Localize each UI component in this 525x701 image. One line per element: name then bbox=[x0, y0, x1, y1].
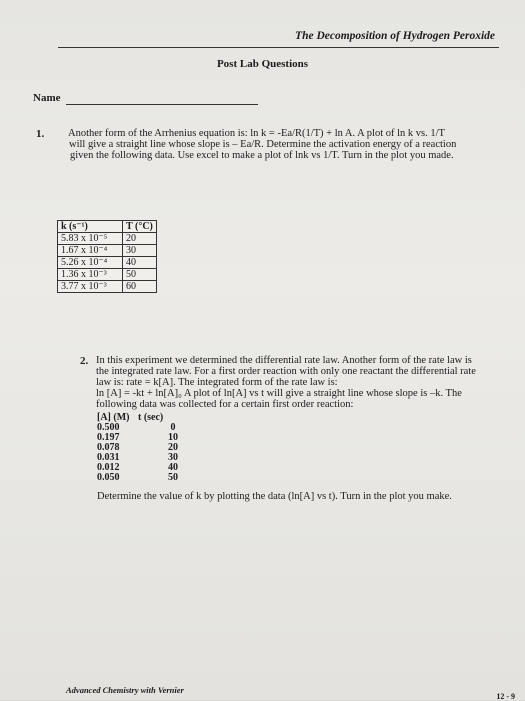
data-header-concentration: [A] (M) bbox=[97, 412, 130, 423]
question-1-line: will give a straight line whose slope is – Ea/R. Determine the activation energy of a reaction bbox=[69, 139, 457, 150]
data-cell-concentration: 0.500 bbox=[97, 422, 120, 433]
table-header-t: T (°C) bbox=[123, 221, 157, 233]
data-cell-time: 20 bbox=[168, 442, 178, 453]
name-label: Name bbox=[33, 92, 61, 104]
question-2-line: law is: rate = k[A]. The integrated form of the rate law is: bbox=[96, 377, 338, 388]
page-number: 12 - 9 bbox=[496, 692, 515, 701]
data-row bbox=[97, 473, 183, 483]
table-cell-t: 50 bbox=[123, 269, 157, 281]
data-cell-concentration: 0.012 bbox=[97, 462, 120, 473]
data-cell-concentration: 0.197 bbox=[97, 432, 120, 443]
table-cell-t: 60 bbox=[123, 281, 157, 293]
table-header-row bbox=[58, 221, 157, 233]
data-cell-concentration: 0.050 bbox=[97, 472, 120, 483]
question-1-text bbox=[68, 128, 508, 161]
question-2-line: In this experiment we determined the differential rate law. Another form of the rate law is bbox=[96, 355, 472, 366]
rate-constant-table bbox=[57, 220, 157, 293]
table-cell-k: 5.26 x 10⁻⁴ bbox=[58, 257, 123, 269]
footer-text: Advanced Chemistry with Vernier bbox=[66, 685, 184, 695]
data-header-time: t (sec) bbox=[137, 412, 164, 423]
table-cell-t: 20 bbox=[123, 233, 157, 245]
table-header-k: k (s⁻¹) bbox=[58, 221, 123, 233]
table-row bbox=[58, 233, 157, 245]
table-cell-t: 40 bbox=[123, 257, 157, 269]
question-2-number: 2. bbox=[80, 355, 89, 367]
table-cell-t: 30 bbox=[123, 245, 157, 257]
question-2-closing: Determine the value of k by plotting the data (ln[A] vs t). Turn in the plot you make. bbox=[97, 491, 452, 502]
concentration-time-data bbox=[97, 413, 183, 483]
data-cell-concentration: 0.078 bbox=[97, 442, 120, 453]
question-1-line: given the following data. Use excel to make a plot of lnk vs 1/T. Turn in the plot you made. bbox=[70, 150, 454, 161]
question-2-line: ln [A] = -kt + ln[A]₀ A plot of ln[A] vs t will give a straight line whose slope is –k. The bbox=[96, 388, 462, 399]
name-blank-line bbox=[66, 104, 258, 105]
data-cell-time: 30 bbox=[168, 452, 178, 463]
data-cell-time: 0 bbox=[170, 422, 176, 433]
question-2-line: following data was collected for a certain first order reaction: bbox=[96, 399, 354, 410]
section-title: Post Lab Questions bbox=[216, 58, 309, 70]
question-1-line: Another form of the Arrhenius equation is: ln k = -Ea/R(1/T) + ln A. A plot of ln k vs. 1/T bbox=[68, 128, 445, 139]
question-1-number: 1. bbox=[36, 128, 45, 140]
table-row bbox=[58, 245, 157, 257]
data-cell-concentration: 0.031 bbox=[97, 452, 120, 463]
table-cell-k: 1.36 x 10⁻³ bbox=[58, 269, 123, 281]
table-cell-k: 3.77 x 10⁻³ bbox=[58, 281, 123, 293]
table-row bbox=[58, 269, 157, 281]
data-cell-time: 50 bbox=[168, 472, 178, 483]
question-2-line: the integrated rate law. For a first order reaction with only one reactant the differential rate bbox=[96, 366, 476, 377]
data-cell-time: 10 bbox=[168, 432, 178, 443]
table-row bbox=[58, 257, 157, 269]
worksheet-title: The Decomposition of Hydrogen Peroxide bbox=[295, 30, 495, 42]
header-rule bbox=[58, 47, 499, 48]
data-cell-time: 40 bbox=[168, 462, 178, 473]
question-2-text bbox=[96, 355, 516, 410]
table-row bbox=[58, 281, 157, 293]
table-cell-k: 5.83 x 10⁻⁵ bbox=[58, 233, 123, 245]
table-cell-k: 1.67 x 10⁻⁴ bbox=[58, 245, 123, 257]
